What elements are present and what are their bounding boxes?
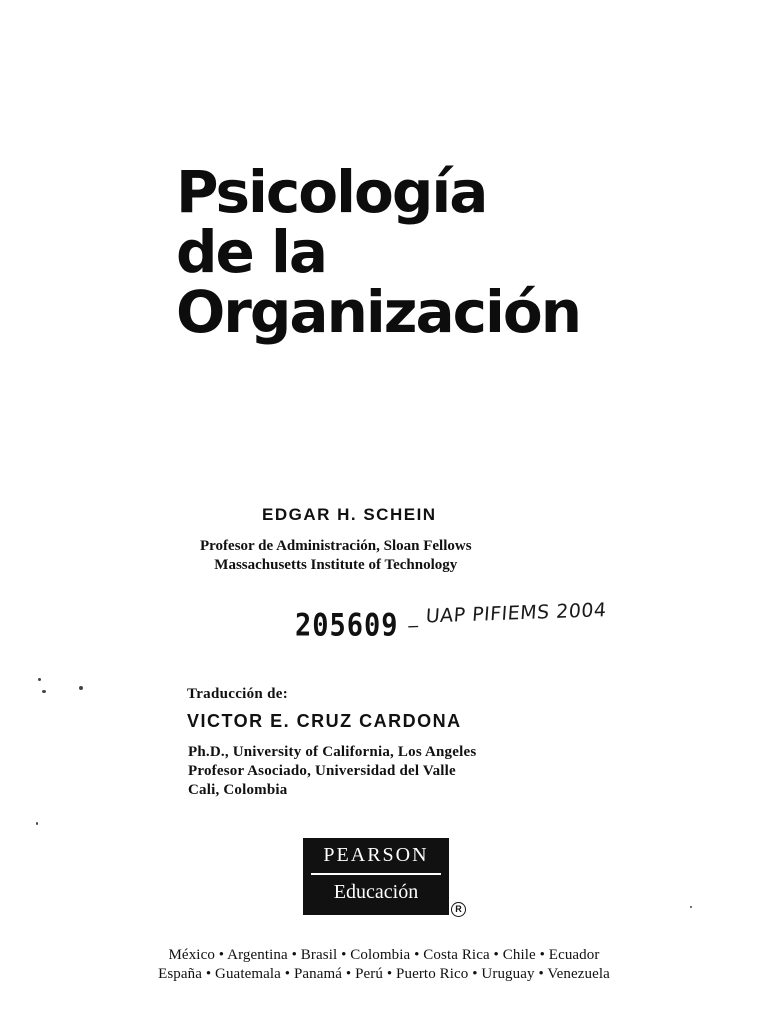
book-title xyxy=(176,158,581,346)
logo-educacion-text: Educación xyxy=(333,881,419,903)
translation-label: Traducción de: xyxy=(187,686,289,702)
translator-affiliation-line-1: Ph.D., University of California, Los Angeles xyxy=(188,744,477,760)
translator-affiliation-line-2: Profesor Asociado, Universidad del Valle xyxy=(188,763,456,779)
logo-pearson-text: PEARSON xyxy=(323,844,429,866)
author-name: EDGAR H. SCHEIN xyxy=(262,505,437,524)
translator-affiliation xyxy=(188,743,476,800)
countries-line-2: España • Guatemala • Panamá • Perú • Puerto Rico • Uruguay • Venezuela xyxy=(158,966,610,982)
logo-divider xyxy=(311,873,441,875)
scan-speck xyxy=(38,678,41,681)
countries-line-1: México • Argentina • Brasil • Colombia • Costa Rica • Chile • Ecuador xyxy=(168,947,600,963)
translator-name: VICTOR E. CRUZ CARDONA xyxy=(187,711,462,731)
title-line-3: Organización xyxy=(176,278,581,346)
author-affiliation xyxy=(200,537,472,575)
title-line-1: Psicología xyxy=(176,158,487,226)
handwritten-note: _ UAP PIFIEMS 2004 xyxy=(408,599,608,629)
scan-speck xyxy=(690,906,692,908)
scan-speck xyxy=(42,690,46,693)
registered-trademark-icon: R xyxy=(451,902,466,917)
author-affiliation-line-2: Massachusetts Institute of Technology xyxy=(214,557,458,573)
scan-speck xyxy=(36,822,38,825)
title-line-2: de la xyxy=(176,218,327,286)
library-stamp-number: 205609 xyxy=(295,608,399,644)
translator-affiliation-line-3: Cali, Colombia xyxy=(188,782,288,798)
scan-speck xyxy=(79,686,83,690)
pearson-educacion-logo xyxy=(303,838,449,915)
author-affiliation-line-1: Profesor de Administración, Sloan Fellows xyxy=(200,538,472,554)
